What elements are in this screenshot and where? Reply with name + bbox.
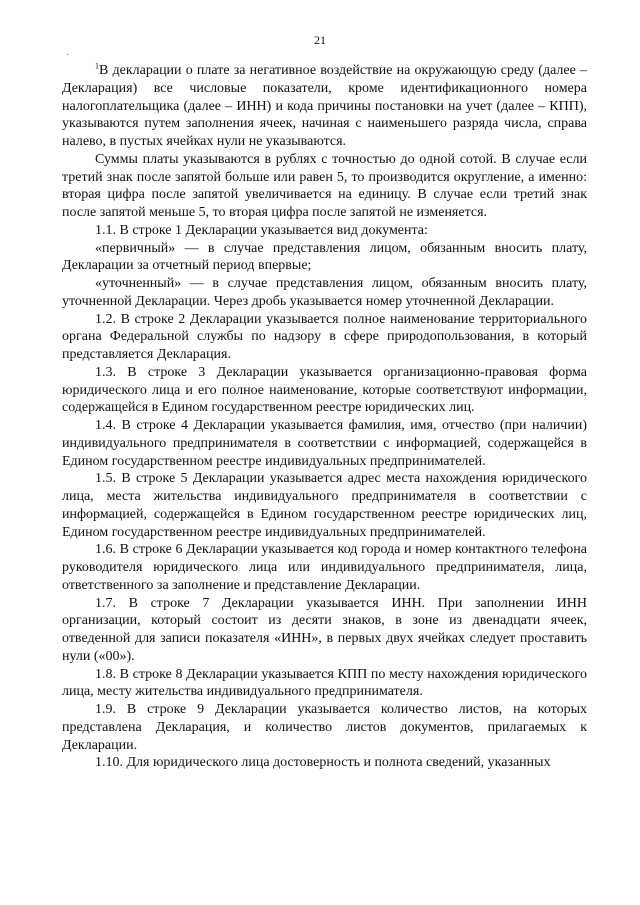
page-number: 21 bbox=[314, 33, 326, 47]
paragraph-13: 1.9. В строке 9 Декларации указывается количество листов, на которых представлена Декларация, и количество листов документов, прилагаемых к Декларации. bbox=[62, 702, 587, 753]
paragraph-7: 1.3. В строке 3 Декларации указывается организационно-правовая форма юридического лица и его полное наименование, которые соответствуют информации, содержащейся в Едином государственном реестре юридических лиц. bbox=[62, 364, 587, 416]
paragraph-4: «первичный» — в случае представления лицом, обязанным вносить плату, Декларации за отчетный период впервые; bbox=[62, 240, 587, 274]
paragraph-6: 1.2. В строке 2 Декларации указывается полное наименование территориального органа Федеральной службы по надзору в сфере природопользования, в который представляется Декларация. bbox=[62, 311, 587, 362]
paragraph-3: 1.1. В строке 1 Декларации указывается вид документа: bbox=[95, 222, 428, 238]
footnote-mark: 1 bbox=[95, 61, 99, 71]
paragraph-5: «уточненный» — в случае представления лицом, обязанным вносить плату, уточненной Декларации. Через дробь указывается номер уточненной Декларации. bbox=[62, 276, 587, 309]
paragraph-2: Суммы платы указываются в рублях с точностью до одной сотой. В случае если третий знак после запятой больше или равен 5, то производится округление, а именно: вторая цифра после запятой увеличивается на единицу. В случае если третий знак после запятой меньше 5, то вторая цифра после запятой не изменяется. bbox=[62, 151, 587, 220]
paragraph-1: $^1$В декларации о плате за негативное воздействие на окружающую среду (далее – Декларация) все числовые показатели, кроме идентификационного номера налогоплательщика (далее – ИНН) и кода причины постановки на учет (далее – КПП), указываются путем заполнения ячеек, начиная с наименьшего разряда числа, справа налево, в пустых ячейках нули не указываются. bbox=[62, 61, 587, 149]
paragraph-12: 1.8. В строке 8 Декларации указывается КПП по месту нахождения юридического лица, месту жительства индивидуального предпринимателя. bbox=[62, 666, 587, 700]
paragraph-10: 1.6. В строке 6 Декларации указывается код города и номер контактного телефона руководителя юридического лица или индивидуального предпринимателя, лица, ответственного за заполнение и представление Декларации. bbox=[62, 542, 587, 593]
document-body bbox=[62, 62, 587, 772]
paragraph-14: 1.10. Для юридического лица достоверность и полнота сведений, указанных bbox=[95, 755, 551, 771]
paragraph-9: 1.5. В строке 5 Декларации указывается адрес места нахождения юридического лица, места жительства индивидуального предпринимателя в соответствии с информацией, содержащейся в Едином государственном реестре юридических лиц, Едином государственном реестре индивидуальных предпринимателей. bbox=[62, 471, 587, 540]
paragraph-11: 1.7. В строке 7 Декларации указывается ИНН. При заполнении ИНН организации, который состоит из десяти знаков, в зоне из двенадцати ячеек, отведенной для записи показателя «ИНН», в первых двух ячейках следует проставить нули («00»). bbox=[62, 595, 587, 664]
paragraph-8: 1.4. В строке 4 Декларации указывается фамилия, имя, отчество (при наличии) индивидуального предпринимателя в соответствии с информацией, содержащейся в Едином государственном реестре индивидуальных предпринимателей. bbox=[62, 418, 587, 469]
scan-mark: · bbox=[66, 50, 70, 61]
